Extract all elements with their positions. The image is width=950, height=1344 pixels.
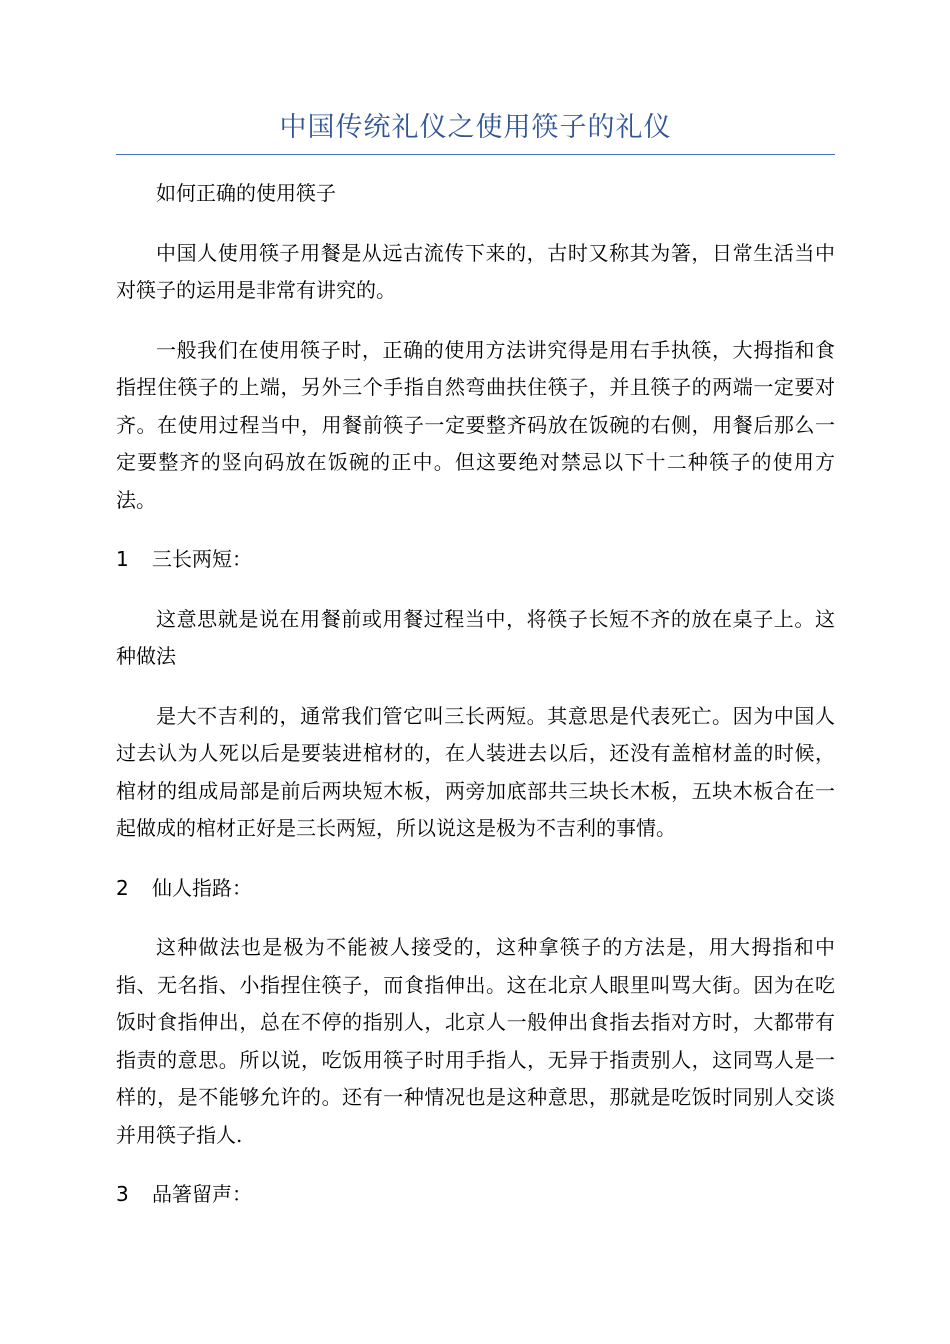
section-number: 2 — [116, 875, 129, 900]
section-number: 3 — [116, 1182, 129, 1206]
section-1-paragraph-1: 这意思就是说在用餐前或用餐过程当中，将筷子长短不齐的放在桌子上。这种做法 — [116, 606, 835, 668]
section-heading-3 — [116, 1176, 835, 1214]
section-heading-text: 品箸留声： — [152, 1182, 252, 1206]
document-title: 中国传统礼仪之使用筷子的礼仪 — [116, 108, 835, 155]
intro-heading: 如何正确的使用筷子 — [156, 181, 336, 205]
section-heading-1 — [116, 541, 835, 579]
section-number: 1 — [116, 547, 129, 571]
section-heading-text: 仙人指路： — [152, 875, 252, 900]
intro-paragraph-2: 一般我们在使用筷子时，正确的使用方法讲究得是用右手执筷，大拇指和食指捏住筷子的上端，另外三个手指自然弯曲扶住筷子，并且筷子的两端一定要对齐。在使用过程当中，用餐前筷子一定要整齐码放在饭碗的右侧，用餐后那么一定要整齐的竖向码放在饭碗的正中。但这要绝对禁忌以下十二种筷子的使用方法。 — [116, 337, 835, 512]
section-2-paragraph-1: 这种做法也是极为不能被人接受的，这种拿筷子的方法是，用大拇指和中指、无名指、小指捏住筷子，而食指伸出。这在北京人眼里叫骂大街。因为在吃饭时食指伸出，总在不停的指别人，北京人一般伸出食指去指对方时，大都带有指责的意思。所以说，吃饭用筷子时用手指人，无异于指责别人，这同骂人是一样的，是不能够允许的。还有一种情况也是这种意思，那就是吃饭时同别人交谈并用筷子指人. — [116, 935, 835, 1147]
document-page — [116, 108, 835, 1214]
intro-paragraph-1: 中国人使用筷子用餐是从远古流传下来的，古时又称其为箸，日常生活当中对筷子的运用是非常有讲究的。 — [116, 240, 835, 302]
section-heading-text: 三长两短： — [152, 547, 252, 571]
section-heading-2 — [116, 870, 835, 908]
section-1-paragraph-2: 是大不吉利的，通常我们管它叫三长两短。其意思是代表死亡。因为中国人过去认为人死以后是要装进棺材的，在人装进去以后，还没有盖棺材盖的时候，棺材的组成局部是前后两块短木板，两旁加底部共三块长木板，五块木板合在一起做成的棺材正好是三长两短，所以说这是极为不吉利的事情。 — [116, 703, 835, 840]
